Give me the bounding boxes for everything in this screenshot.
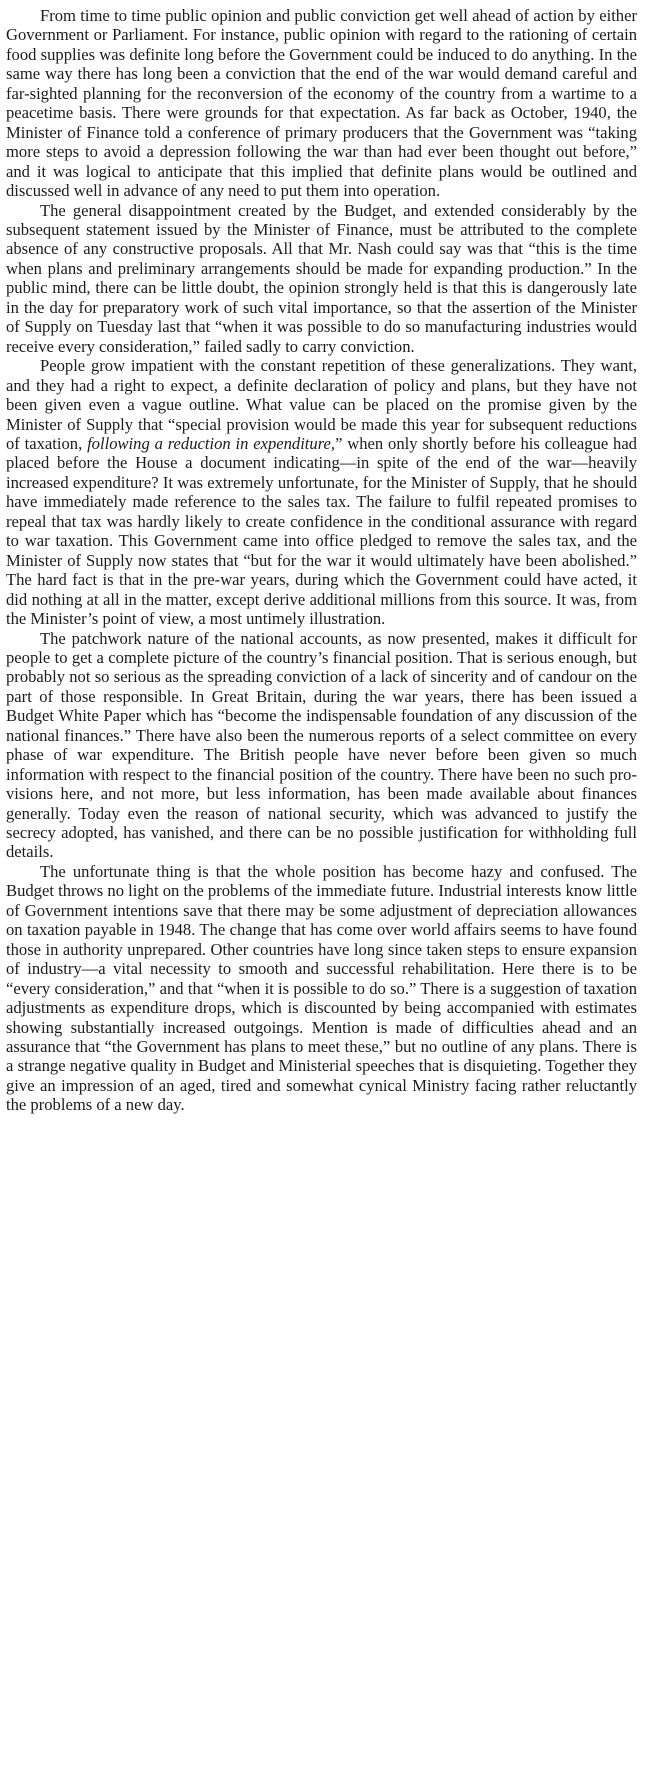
paragraph-3-text-after: ” when only shortly before his colleague had placed before the House a document indicating—in spite of the end of the war—heavily increased expenditure? It was extremely unfortunate, for the Minister of Supply, that he should have immediately made reference to the sales tax. The failure to fulfil repeated promises to repeal that tax was hardly likely to create confidence in the conditional assurance with regard to war taxation. This Government came into office pledged to remove the sales tax, and the Minister of Supply now states that “but for the war it would ultimately have been abolished.” The hard fact is that in the pre-war years, during which the Government could have acted, it did nothing at all in the matter, except derive additional millions from this source. It was, from the Minister’s point of view, a most untimely illustration. bbox=[6, 433, 637, 629]
paragraph-3 bbox=[6, 356, 637, 628]
paragraph-3-italic-quote: following a reduction in expenditure, bbox=[87, 433, 336, 453]
editorial-article bbox=[6, 6, 637, 1115]
paragraph-4: The patchwork nature of the national accounts, as now presented, makes it difficult for people to get a complete picture of the country’s financial position. That is serious enough, but probably not so serious as the spreading conviction of a lack of sincerity and of candour on the part of those responsible. In Great Britain, during the war years, there has been issued a Budget White Paper which has “become the indispensable foundation of any discussion of the national finances.” There have also been the numerous reports of a select committee on every phase of war expenditure. The British people have never before been given so much information with respect to the financial position of the country. There have been no such provisions here, and not more, but less information, has been made available about finances generally. Today even the reason of national security, which was advanced to justify the secrecy adopted, has vanished, and there can be no possible justification for withholding full details. bbox=[6, 628, 637, 862]
paragraph-3-text-before: People grow impatient with the constant repetition of these generalizations. They want, and they had a right to expect, a definite declaration of policy and plans, but they have not been given even a vague outline. What value can be placed on the promise given by the Minister of Supply that “special provision would be made this year for subsequent reductions of taxation, bbox=[6, 356, 637, 453]
paragraph-5: The unfortunate thing is that the whole position has become hazy and confused. The Budget throws no light on the problems of the immediate future. Industrial interests know little of Government intentions save that there may be some adjustment of depreciation allowances on taxation payable in 1948. The change that has come over world affairs seems to have found those in authority unprepared. Other countries have long since taken steps to ensure expansion of industry—a vital necessity to smooth and successful rehabilitation. Here there is to be “every consideration,” and that “when it is possible to do so.” There is a suggestion of taxation adjustments as expenditure drops, which is discounted by being accompanied with estimates showing substantially increased outgoings. Mention is made of difficulties ahead and an assurance that “the Government has plans to meet these,” but no outline of any plans. There is a strange negative quality in Budget and Ministerial speeches that is disquieting. Together they give an impression of an aged, tired and somewhat cynical Ministry facing rather reluctantly the problems of a new day. bbox=[6, 861, 637, 1115]
paragraph-2: The general disappointment created by the Budget, and extended considerably by the subsequent statement issued by the Minister of Finance, must be attributed to the complete absence of any constructive proposals. All that Mr. Nash could say was that “this is the time when plans and preliminary arrangements should be made for expanding production.” In the public mind, there can be little doubt, the opinion strongly held is that this is dangerously late in the day for preparatory work of such vital importance, so that the assertion of the Minister of Supply on Tuesday last that “when it was possible to do so manufacturing industries would receive every consideration,” failed sadly to carry conviction. bbox=[6, 200, 637, 356]
paragraph-1: From time to time public opinion and public conviction get well ahead of action by either Government or Parliament. For instance, public opinion with regard to the rationing of certain food supplies was definite long before the Government could be induced to do anything. In the same way there has long been a conviction that the end of the war would demand careful and far-sighted planning for the reconversion of the economy of the country from a wartime to a peacetime basis. There were grounds for that expectation. As far back as October, 1940, the Minister of Finance told a conference of primary producers that the Government was “taking more steps to avoid a depression following the war than had ever been thought out before,” and it was logical to anticipate that this implied that definite plans would be outlined and discussed well in advance of any need to put them into operation. bbox=[6, 6, 637, 201]
